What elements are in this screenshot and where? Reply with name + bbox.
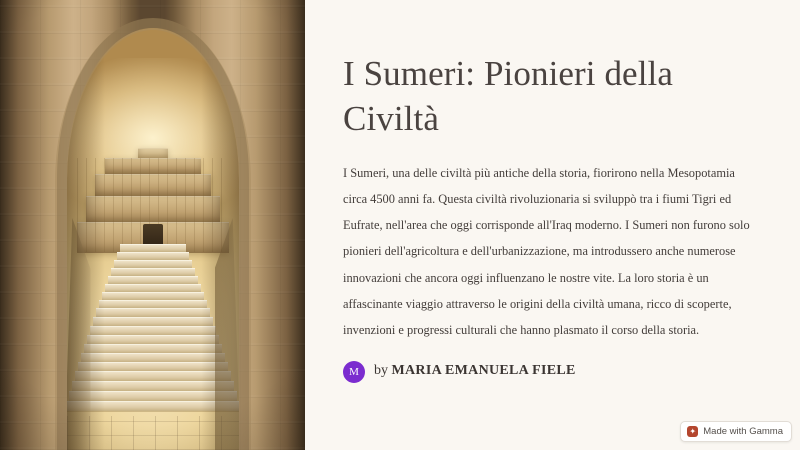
author-prefix: by [374, 362, 388, 378]
slide-content [305, 0, 800, 450]
page-title: I Sumeri: Pionieri della Civiltà [343, 54, 673, 138]
author-text [374, 360, 576, 382]
slide-image [0, 0, 305, 450]
author-byline [343, 360, 752, 383]
body-paragraph: I Sumeri, una delle civiltà più antiche della storia, fiorirono nella Mesopotamia circa 4500 anni fa. Questa civiltà rivoluzionaria si sviluppò tra i fiumi Tigri ed Eufrate, nell'area che oggi corrisponde all'Iraq moderno. I Sumeri non furono solo pionieri dell'agricoltura e dell'urbanizzazione, ma introdussero anche numerose innovazioni che ancora oggi influenzano le nostre vite. La loro storia è un affascinante viaggio attraverso le origini della civiltà umana, ricco di scoperte, invenzioni e progressi culturali che hanno plasmato il corso della storia. [343, 165, 750, 338]
arch-inner-shadow [67, 28, 239, 450]
made-with-gamma-label: Made with Gamma [703, 426, 783, 437]
gamma-logo-icon: ✦ [687, 426, 698, 437]
avatar: M [343, 361, 365, 383]
author-name: MARIA EMANUELA FIELE [391, 362, 576, 378]
made-with-gamma-badge[interactable] [680, 421, 792, 442]
arch-opening [67, 28, 239, 450]
